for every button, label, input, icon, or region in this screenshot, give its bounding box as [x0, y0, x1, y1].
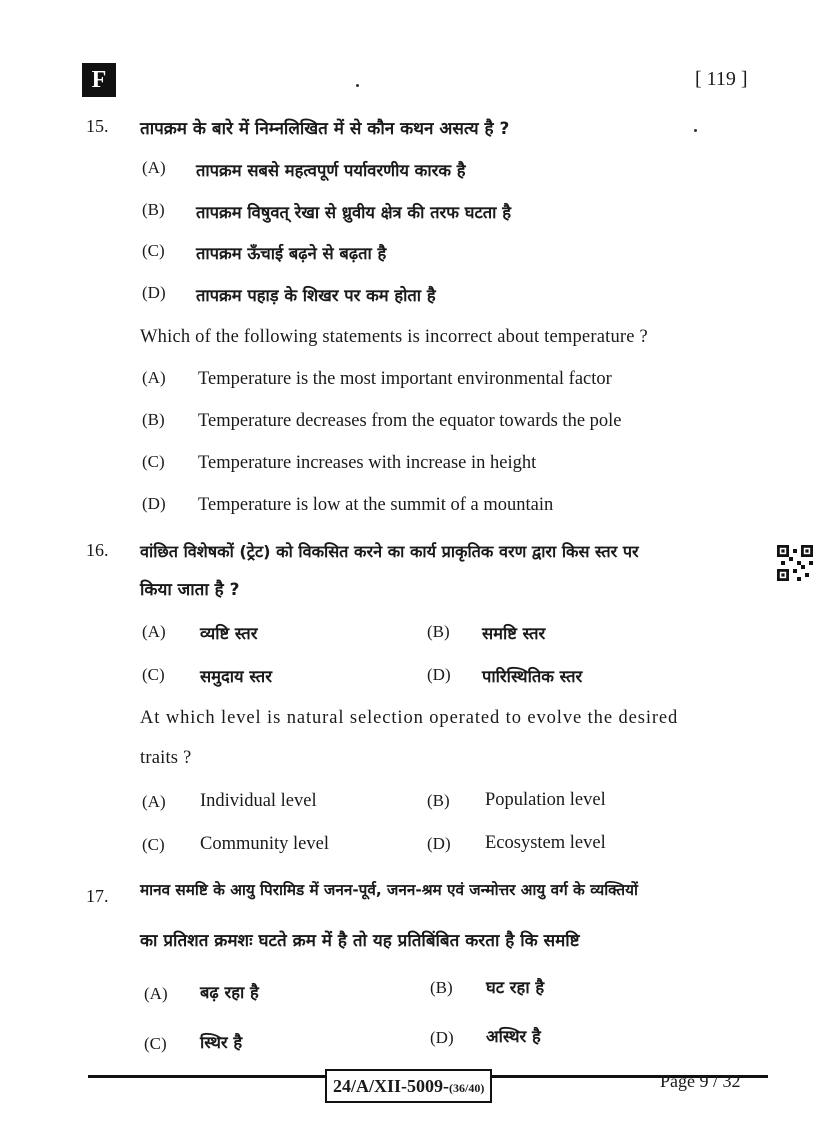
option-text-hindi: तापक्रम विषुवत् रेखा से ध्रुवीय क्षेत्र की तरफ घटता है	[196, 203, 511, 222]
qr-code-icon	[777, 545, 813, 581]
option-label: (B)	[427, 791, 450, 810]
option-label: (D)	[142, 494, 166, 513]
option-text-hindi: तापक्रम सबसे महत्वपूर्ण पर्यावरणीय कारक है	[196, 161, 466, 180]
option-text-hindi: व्यष्टि स्तर	[200, 624, 258, 643]
option-label: (D)	[427, 665, 451, 684]
option-label: (A)	[142, 368, 166, 387]
option-text-hindi: स्थिर है	[200, 1033, 243, 1052]
option-label: (C)	[144, 1034, 167, 1053]
option-label: (A)	[144, 984, 168, 1003]
option-label: (B)	[142, 200, 165, 219]
option-text-hindi: बढ़ रहा है	[200, 983, 259, 1002]
paper-code	[325, 1069, 492, 1103]
option-text-english: Population level	[485, 790, 606, 810]
option-text-hindi: घट रहा है	[486, 978, 545, 997]
question-english-line2: traits ?	[140, 748, 192, 768]
question-number: 17.	[86, 886, 109, 906]
question-number: 16.	[86, 540, 109, 560]
option-label: (B)	[430, 978, 453, 997]
question-hindi-line1: वांछित विशेषकों (ट्रेट) को विकसित करने का कार्य प्राकृतिक वरण द्वारा किस स्तर पर	[140, 542, 639, 561]
question-english-line1: At which level is natural selection operated to evolve the desired	[140, 708, 679, 728]
option-text-hindi: समुदाय स्तर	[200, 667, 272, 686]
option-label: (C)	[142, 665, 165, 684]
option-text-hindi: समष्टि स्तर	[482, 624, 546, 643]
option-label: (D)	[142, 283, 166, 302]
option-label: (D)	[427, 834, 451, 853]
paper-code-main: 24/A/XII-5009-	[333, 1076, 449, 1096]
option-text-hindi: पारिस्थितिक स्तर	[482, 667, 583, 686]
option-text-english: Community level	[200, 834, 329, 854]
option-text-english: Individual level	[200, 791, 317, 811]
question-hindi-line2: का प्रतिशत क्रमशः घटते क्रम में है तो यह प्रतिबिंबित करता है कि समष्टि	[140, 931, 580, 951]
question-hindi-line1: मानव समष्टि के आयु पिरामिड में जनन-पूर्व, जनन-श्रम एवं जन्मोत्तर आयु वर्ग के व्यक्तियों	[140, 881, 638, 899]
option-label: (C)	[142, 452, 165, 471]
scan-speck	[694, 129, 697, 132]
question-number: 15.	[86, 116, 109, 136]
question-hindi-line2: किया जाता है ?	[140, 580, 240, 600]
scan-speck	[356, 84, 359, 87]
option-label: (A)	[142, 622, 166, 641]
question-hindi: तापक्रम के बारे में निम्नलिखित में से कौन कथन असत्य है ?	[140, 119, 510, 139]
option-label: (B)	[427, 622, 450, 641]
option-text-english: Temperature increases with increase in height	[198, 453, 537, 473]
option-text-english: Temperature is low at the summit of a mountain	[198, 495, 554, 515]
option-label: (C)	[142, 241, 165, 260]
set-badge: F	[82, 63, 116, 97]
option-text-english: Temperature is the most important environmental factor	[198, 369, 612, 389]
option-text-english: Temperature decreases from the equator towards the pole	[198, 411, 622, 431]
option-label: (B)	[142, 410, 165, 429]
option-label: (A)	[142, 158, 166, 177]
option-label: (A)	[142, 792, 166, 811]
option-text-hindi: तापक्रम पहाड़ के शिखर पर कम होता है	[196, 286, 436, 305]
question-english: Which of the following statements is incorrect about temperature ?	[140, 327, 648, 347]
option-text-hindi: अस्थिर है	[486, 1027, 541, 1046]
option-label: (C)	[142, 835, 165, 854]
option-text-hindi: तापक्रम ऊँचाई बढ़ने से बढ़ता है	[196, 244, 387, 263]
paper-code-suffix: (36/40)	[449, 1081, 485, 1095]
option-label: (D)	[430, 1028, 454, 1047]
option-text-english: Ecosystem level	[485, 833, 606, 853]
page-number: Page 9 / 32	[660, 1071, 741, 1091]
page-marker: [ 119 ]	[695, 68, 748, 90]
